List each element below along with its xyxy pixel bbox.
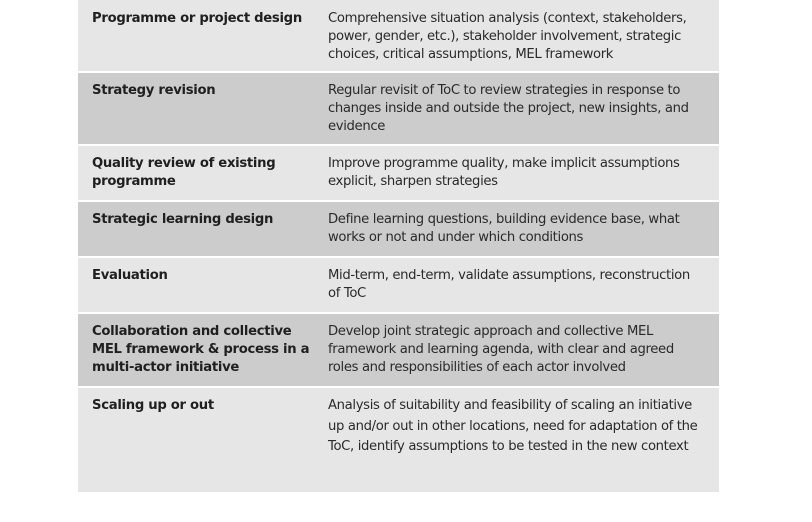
row-label: Strategic learning design	[92, 212, 274, 227]
row-label: Quality review of existing programme	[92, 156, 276, 189]
row-label: Scaling up or out	[92, 398, 214, 413]
table-row	[78, 73, 719, 146]
table-row	[78, 388, 719, 492]
row-description: Develop joint strategic approach and collective MEL framework and learning agenda, with clear and agreed roles and responsibilities of each actor involved	[328, 324, 674, 375]
row-label: Strategy revision	[92, 83, 216, 98]
row-label: Collaboration and collective MEL framework & process in a multi-actor initiative	[92, 324, 310, 375]
row-description: Mid-term, end-term, validate assumptions, reconstruction of ToC	[328, 268, 690, 301]
table-row	[78, 258, 719, 314]
table-row	[78, 202, 719, 258]
table-row	[78, 0, 719, 73]
table-row	[78, 146, 719, 202]
row-label: Programme or project design	[92, 11, 302, 26]
row-label: Evaluation	[92, 268, 168, 283]
table-row	[78, 314, 719, 388]
row-description: Comprehensive situation analysis (context, stakeholders, power, gender, etc.), stakeholder involvement, strategic choices, critical assumptions, MEL framework	[328, 11, 687, 62]
row-description: Analysis of suitability and feasibility of scaling an initiative up and/or out in other locations, need for adaptation of the ToC, identify assumptions to be tested in the new context	[328, 398, 698, 454]
row-description: Regular revisit of ToC to review strategies in response to changes inside and outside the project, new insights, and evidence	[328, 83, 689, 134]
row-description: Improve programme quality, make implicit assumptions explicit, sharpen strategies	[328, 156, 680, 189]
row-description: Define learning questions, building evidence base, what works or not and under which conditions	[328, 212, 680, 245]
toc-purposes-table	[78, 0, 719, 492]
